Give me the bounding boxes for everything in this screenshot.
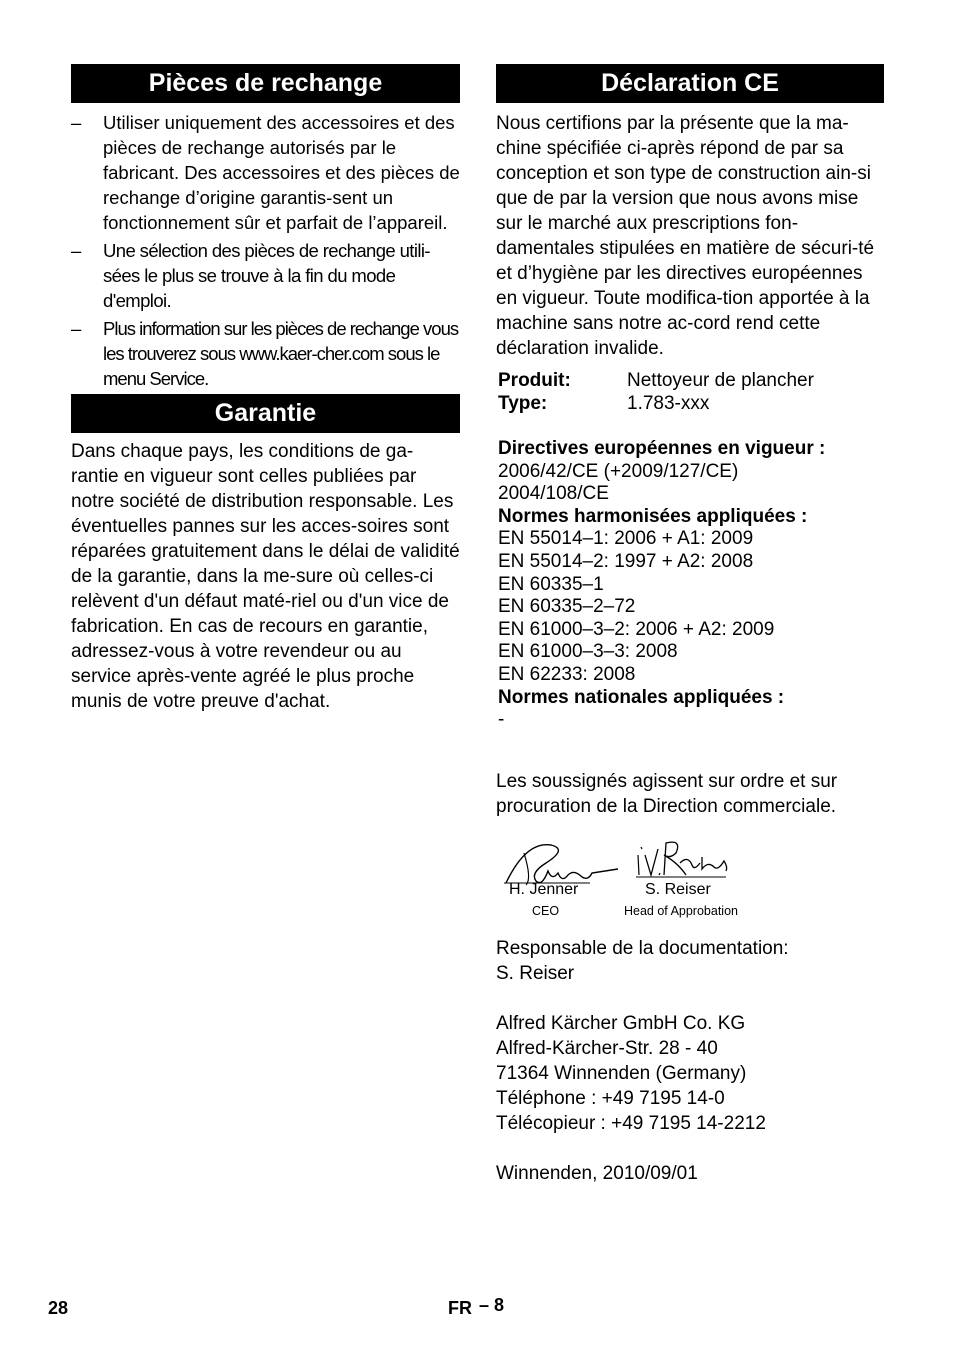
language-code: FR — [448, 1298, 472, 1318]
list-item-text: Une sélection des pièces de rechange utili-sées le plus se trouve à la fin du mode d'emploi. — [103, 240, 430, 311]
list-item — [71, 110, 460, 235]
warranty-heading: Garantie — [71, 394, 460, 433]
type-value: 1.783-xxx — [627, 393, 710, 414]
product-label: Produit: — [498, 370, 571, 391]
national-value: - — [498, 709, 505, 731]
company-address — [496, 1011, 884, 1136]
harmonised-line: EN 55014–1: 2006 + A1: 2009 — [498, 528, 754, 550]
ce-declaration-heading: Déclaration CE — [496, 64, 884, 103]
address-line: 71364 Winnenden (Germany) — [496, 1062, 747, 1084]
type-row — [496, 392, 884, 415]
documentation-name: S. Reiser — [496, 962, 575, 984]
signer2-role: Head of Approbation — [624, 903, 738, 918]
ce-intro-text: Nous certifions par la présente que la ma-chine spécifiée ci-après répond de par sa conception et son type de construction ain-si que de par la version que nous avons mise sur le marché aux prescriptions fon-damentales stipulées en matière de sécuri-té et d’hygiène par les directives européennes en vigueur. Toute modifica-tion apportée à la machine sans notre ac-cord rend cette déclaration invalide. — [496, 113, 875, 359]
list-dash: – — [71, 318, 81, 339]
harmonised-line: EN 60335–2–72 — [498, 596, 636, 618]
address-line: Téléphone : +49 7195 14-0 — [496, 1087, 725, 1109]
page-number: 28 — [48, 1298, 69, 1318]
harmonised-line: EN 61000–3–3: 2008 — [498, 641, 678, 663]
national-heading: Normes nationales appliquées : — [498, 686, 785, 708]
directive-line: 2006/42/CE (+2009/127/CE) — [498, 460, 739, 482]
product-info — [496, 369, 884, 415]
list-item-text: Utiliser uniquement des accessoires et des pièces de rechange autorisés par le fabricant. Des accessoires et des pièces de rechange d’origine garantis-sent un fonctionnement sûr et parfait de l’appareil. — [103, 112, 460, 233]
documentation-block — [496, 936, 884, 986]
spare-parts-heading: Pièces de rechange — [71, 64, 460, 103]
directives-heading: Directives européennes en vigueur : — [498, 438, 826, 459]
address-line: Alfred-Kärcher-Str. 28 - 40 — [496, 1037, 718, 1059]
list-item-text: Plus information sur les pièces de rechange vous les trouverez sous www.kaer-cher.com sous le menu Service. — [103, 318, 459, 389]
list-item — [71, 238, 460, 313]
product-row — [496, 369, 884, 392]
address-line: Alfred Kärcher GmbH Co. KG — [496, 1012, 746, 1034]
harmonised-line: EN 61000–3–2: 2006 + A2: 2009 — [498, 618, 775, 640]
spare-parts-list — [71, 110, 460, 391]
place-date: Winnenden, 2010/09/01 — [496, 1162, 698, 1184]
standards-block — [496, 438, 884, 732]
product-value: Nettoyeur de plancher — [627, 370, 814, 391]
signer2-name: S. Reiser — [645, 880, 711, 898]
type-label: Type: — [498, 393, 548, 414]
documentation-label: Responsable de la documentation: — [496, 937, 789, 959]
signature-block — [496, 833, 884, 923]
right-column — [496, 64, 884, 1186]
address-line: Télécopieur : +49 7195 14-2212 — [496, 1112, 766, 1134]
list-dash: – — [71, 112, 82, 133]
harmonised-heading: Normes harmonisées appliquées : — [498, 505, 808, 527]
harmonised-line: EN 55014–2: 1997 + A2: 2008 — [498, 550, 754, 572]
list-item — [71, 316, 460, 391]
section-page-number: – 8 — [479, 1295, 505, 1315]
signer1-name: H. Jenner — [509, 880, 579, 898]
harmonised-line: EN 60335–1 — [498, 573, 604, 595]
list-dash: – — [71, 240, 81, 261]
signatories-text: Les soussignés agissent sur ordre et sur procuration de la Direction commerciale. — [496, 770, 838, 817]
directive-line: 2004/108/CE — [498, 483, 609, 505]
warranty-text: Dans chaque pays, les conditions de ga-rantie en vigueur sont celles publiées par notre société de distribution responsable. Les éventuelles pannes sur les acces-soires sont réparées gratuitement dans le délai de validité de la garantie, dans la me-sure où celles-ci relèvent d'un défaut maté-riel ou d'un vice de fabrication. En cas de recours en garantie, adressez-vous à votre revendeur ou au service après-vente agréé le plus proche munis de votre preuve d'achat. — [71, 441, 460, 712]
signer1-role: CEO — [532, 903, 560, 918]
harmonised-line: EN 62233: 2008 — [498, 663, 636, 685]
left-column — [71, 64, 460, 714]
